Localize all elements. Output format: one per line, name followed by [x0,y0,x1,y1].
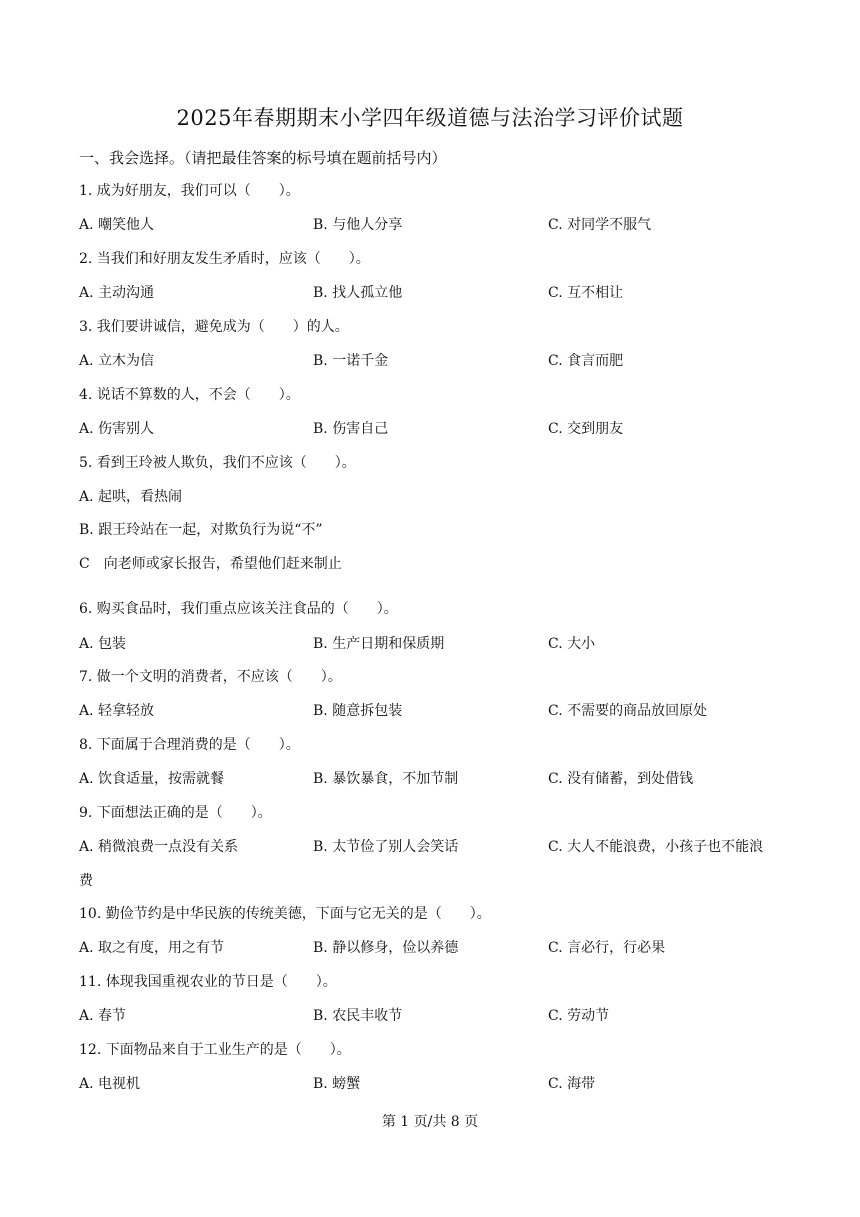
question-5-option-b: B. 跟王玲站在一起，对欺负行为说“不” [79,522,323,538]
question-3-option-b: B. 一诺千金 [313,353,389,369]
question-1-option-b: B. 与他人分享 [313,217,403,233]
question-9-option-a: A. 稍微浪费一点没有关系 [79,839,239,855]
question-1-stem: 1. 成为好朋友，我们可以（ ）。 [79,183,300,199]
question-7-option-a: A. 轻拿轻放 [79,703,155,719]
question-7-option-c: C. 不需要的商品放回原处 [548,703,708,719]
question-7-stem: 7. 做一个文明的消费者，不应该（ ）。 [79,669,342,685]
question-9-option-c-wrap: 费 [79,873,93,889]
question-10-stem: 10. 勤俭节约是中华民族的传统美德，下面与它无关的是（ ）。 [79,906,491,922]
question-8-option-b: B. 暴饮暴食，不加节制 [313,771,459,787]
question-11-stem: 11. 体现我国重视农业的节日是（ ）。 [79,974,337,990]
question-9-stem: 9. 下面想法正确的是（ ）。 [79,805,272,821]
question-10-option-a: A. 取之有度，用之有节 [79,940,225,956]
question-5-option-c: C 向老师或家长报告，希望他们赶来制止 [79,556,342,572]
question-4-option-b: B. 伤害自己 [313,421,389,437]
question-12-stem: 12. 下面物品来自于工业生产的是（ ）。 [79,1042,351,1058]
question-11-option-c: C. 劳动节 [548,1008,610,1024]
question-3-option-a: A. 立木为信 [79,353,155,369]
question-12-option-b: B. 螃蟹 [313,1076,361,1092]
question-6-stem: 6. 购买食品时，我们重点应该关注食品的（ ）。 [79,601,398,617]
question-2-option-b: B. 找人孤立他 [313,285,403,301]
question-9-option-c: C. 大人不能浪费，小孩子也不能浪 [548,839,764,855]
question-3-option-c: C. 食言而肥 [548,353,624,369]
question-1-option-a: A. 嘲笑他人 [79,217,155,233]
question-8-option-c: C. 没有储蓄，到处借钱 [548,771,694,787]
question-7-option-b: B. 随意拆包装 [313,703,403,719]
question-12-option-c: C. 海带 [548,1076,596,1092]
question-5-option-a: A. 起哄，看热闹 [79,489,183,505]
question-4-stem: 4. 说话不算数的人，不会（ ）。 [79,387,300,403]
section-heading: 一、我会选择。（请把最佳答案的标号填在题前括号内） [79,149,447,167]
question-2-stem: 2. 当我们和好朋友发生矛盾时，应该（ ）。 [79,251,370,267]
question-6-option-c: C. 大小 [548,636,596,652]
question-8-option-a: A. 饮食适量，按需就餐 [79,771,225,787]
page-title: 2025年春期期末小学四年级道德与法治学习评价试题 [176,106,684,130]
question-4-option-a: A. 伤害别人 [79,421,155,437]
question-4-option-c: C. 交到朋友 [548,421,624,437]
question-5-stem: 5. 看到王玲被人欺负，我们不应该（ ）。 [79,455,356,471]
question-12-option-a: A. 电视机 [79,1076,141,1092]
question-6-option-a: A. 包装 [79,636,127,652]
question-6-option-b: B. 生产日期和保质期 [313,636,445,652]
question-9-option-b: B. 太节俭了别人会笑话 [313,839,459,855]
question-11-option-a: A. 春节 [79,1008,127,1024]
question-1-option-c: C. 对同学不服气 [548,217,652,233]
question-2-option-c: C. 互不相让 [548,285,624,301]
question-3-stem: 3. 我们要讲诚信，避免成为（ ）的人。 [79,319,349,335]
question-11-option-b: B. 农民丰收节 [313,1008,403,1024]
question-10-option-b: B. 静以修身，俭以养德 [313,940,459,956]
question-2-option-a: A. 主动沟通 [79,285,155,301]
question-10-option-c: C. 言必行，行必果 [548,940,666,956]
page-footer: 第 1 页/共 8 页 [381,1114,479,1130]
question-8-stem: 8. 下面属于合理消费的是（ ）。 [79,737,300,753]
